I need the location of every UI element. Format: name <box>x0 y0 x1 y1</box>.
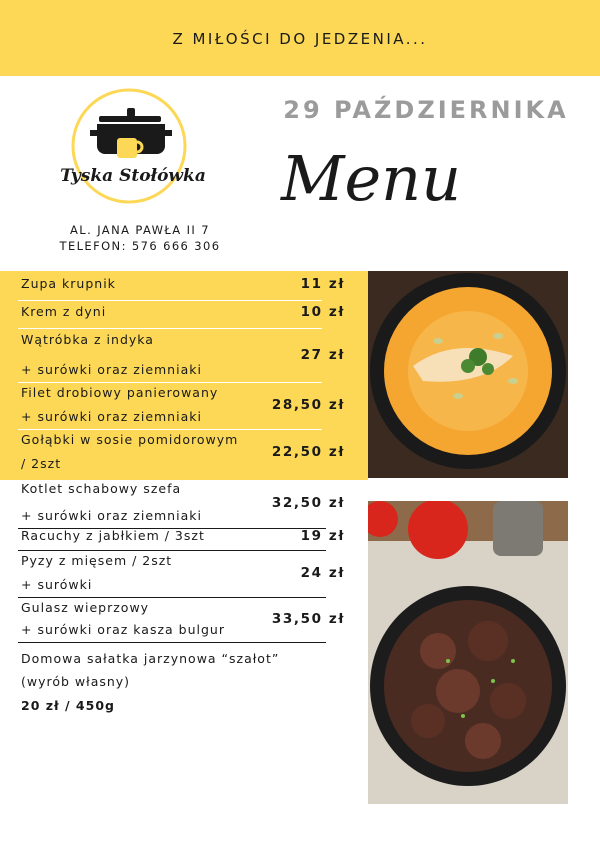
menu-item-price: 19 zł <box>300 528 345 544</box>
menu-item-name: Kotlet schabowy szefa <box>21 481 182 496</box>
menu-item-name: Pyzy z mięsem / 2szt <box>21 553 173 568</box>
menu-item-name: Zupa krupnik <box>21 276 116 291</box>
menu-item-name: Gołąbki w sosie pomidorowym <box>21 432 239 447</box>
menu-item-price: 11 zł <box>300 276 345 292</box>
menu-item-price: 24 zł <box>300 565 345 581</box>
menu-item <box>0 600 345 640</box>
special-price: 20 zł / 450g <box>21 698 115 713</box>
menu-divider <box>18 382 322 383</box>
menu-divider <box>18 300 322 301</box>
pumpkin-soup-photo <box>368 271 568 478</box>
menu-item-note: + surówki <box>21 577 93 592</box>
menu-item-price: 22,50 zł <box>271 444 345 460</box>
menu-item-name: Racuchy z jabłkiem / 3szt <box>21 528 205 543</box>
menu-date: 29 PAŹDZIERNIKA <box>283 96 569 124</box>
menu-item <box>0 528 345 548</box>
menu-item-name: Gulasz wieprzowy <box>21 600 150 615</box>
menu-item-name: Filet drobiowy panierowany <box>21 385 219 400</box>
liver-dish-photo <box>368 501 568 804</box>
menu-item-name: Wątróbka z indyka <box>21 332 154 347</box>
special-line1: Domowa sałatka jarzynowa “szałot” <box>21 651 280 666</box>
menu-item <box>0 276 345 298</box>
restaurant-logo <box>59 86 209 206</box>
menu-item-price: 33,50 zł <box>271 611 345 627</box>
menu-divider <box>18 550 326 551</box>
menu-item-price: 28,50 zł <box>271 397 345 413</box>
menu-divider <box>18 429 322 430</box>
menu-divider <box>18 328 322 329</box>
menu-item-note: + surówki oraz ziemniaki <box>21 409 202 424</box>
menu-title <box>275 138 475 238</box>
menu-item <box>0 553 345 595</box>
tagline: Z MIŁOŚCI DO JEDZENIA... <box>172 30 428 48</box>
address-block <box>40 222 240 254</box>
menu-item-price: 32,50 zł <box>271 494 345 511</box>
menu-divider <box>18 597 326 598</box>
menu-title-text: Menu <box>281 142 462 215</box>
menu-item-note: + surówki oraz ziemniaki <box>21 508 202 523</box>
menu-item <box>0 332 345 380</box>
menu-item-note: / 2szt <box>21 456 62 471</box>
street-address: AL. JANA PAWŁA II 7 <box>70 223 210 237</box>
menu-item-name: Krem z dyni <box>21 304 107 319</box>
menu-item-note: + surówki oraz kasza bulgur <box>21 622 225 637</box>
menu-item <box>0 385 345 427</box>
menu-item <box>0 481 345 526</box>
menu-item-note: + surówki oraz ziemniaki <box>21 362 202 377</box>
brand-name: Tyska Stołówka <box>60 166 206 186</box>
menu-item <box>0 432 345 474</box>
menu-divider <box>18 642 326 643</box>
phone-number: TELEFON: 576 666 306 <box>59 239 221 253</box>
menu-item-price: 27 zł <box>300 347 345 363</box>
menu-item-price: 10 zł <box>300 304 345 320</box>
special-line2: (wyrób własny) <box>21 674 131 689</box>
menu-item <box>0 304 345 326</box>
